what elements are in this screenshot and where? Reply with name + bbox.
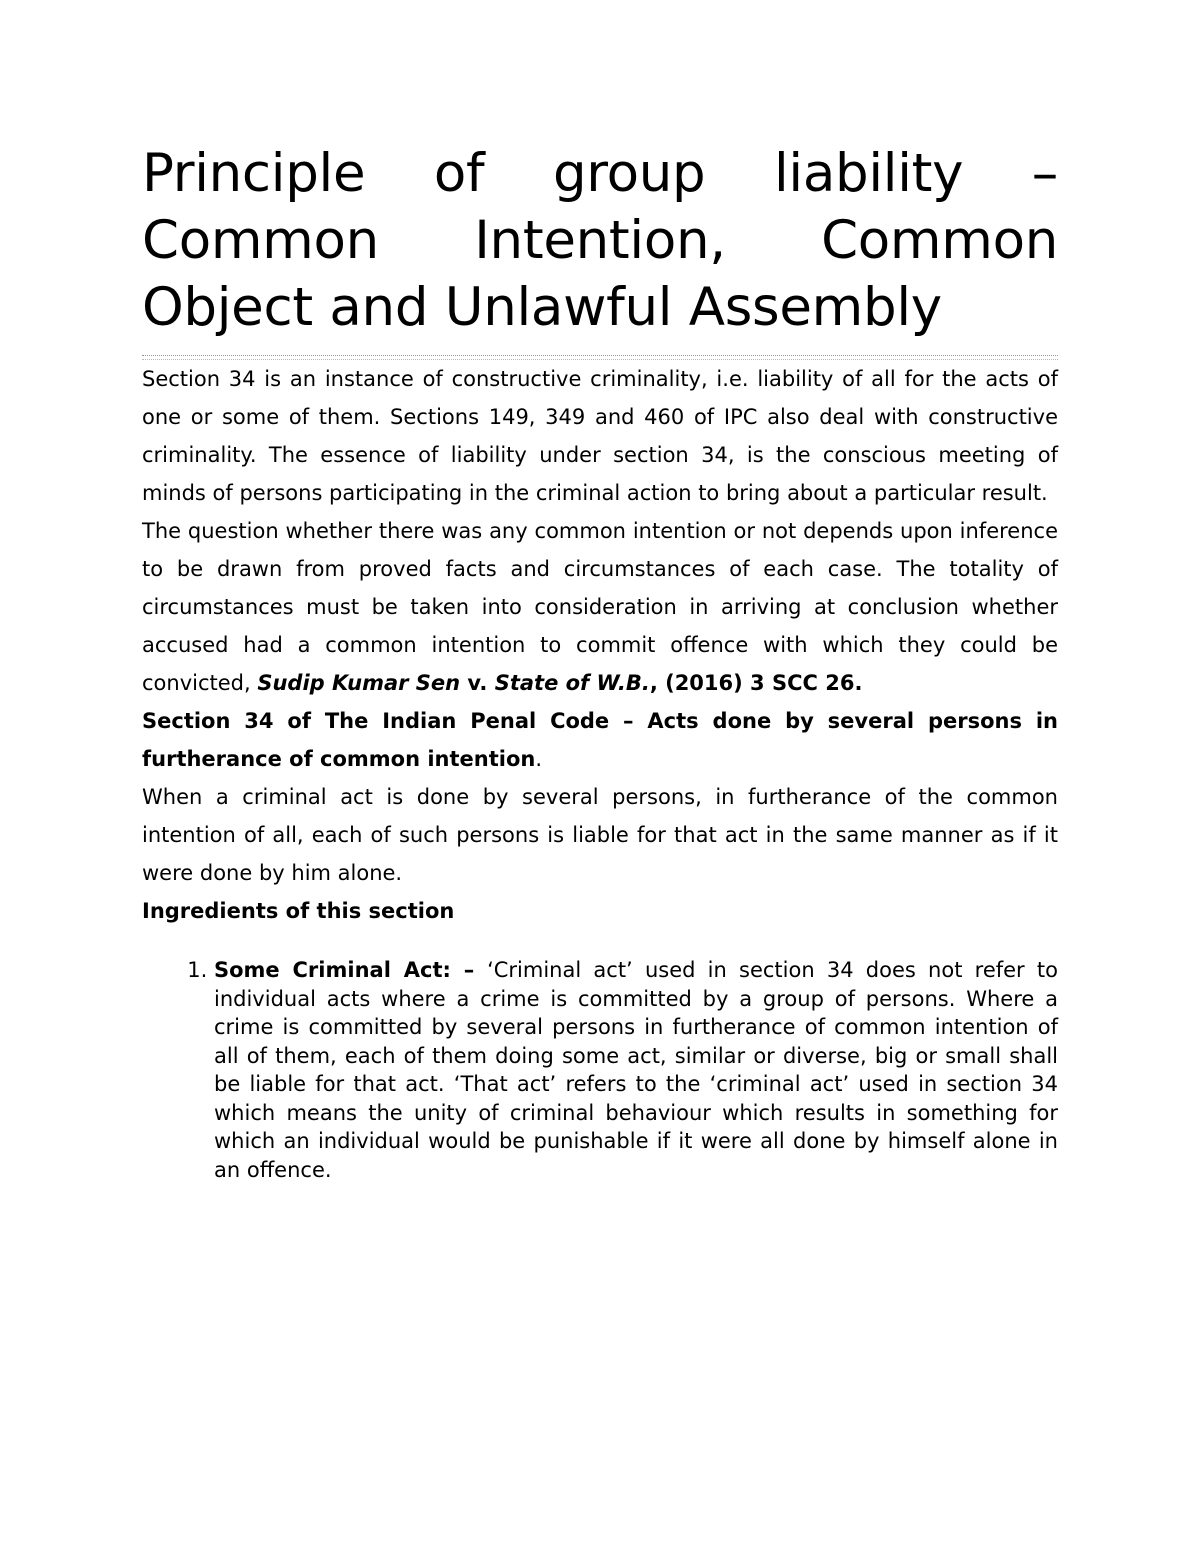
ingredients-heading: Ingredients of this section	[142, 899, 455, 923]
ingredients-list	[142, 956, 1058, 1184]
paragraph-text: The question whether there was any common intention or not depends upon inference to be drawn from proved facts and circumstances of each case. The totality of circumstances must be taken into consideration in arriving at conclusion whether accused had a common intention to commit offence with which they could be convicted,	[142, 519, 1058, 695]
case-versus: v.	[460, 671, 495, 695]
section-34-heading	[142, 702, 1058, 778]
case-party-one: Sudip Kumar Sen	[257, 671, 461, 695]
case-citation: , (2016) 3 SCC 26.	[649, 671, 863, 695]
ingredient-label: Some Criminal Act: –	[214, 958, 488, 982]
paragraph-constructive-criminality: Section 34 is an instance of constructive criminality, i.e. liability of all for the acts of one or some of them. Sections 149, 349 and 460 of IPC also deal with constructive criminality. The essence of liability under section 34, is the conscious meeting of minds of persons participating in the criminal action to bring about a particular result.	[142, 367, 1058, 505]
section-heading-text: Section 34 of The Indian Penal Code – Acts done by several persons in furtherance of common intention	[142, 709, 1058, 771]
case-party-two: State of W.B.	[494, 671, 650, 695]
document-page	[142, 140, 1058, 1184]
paragraph-section-34-text: When a criminal act is done by several persons, in furtherance of the common intention of all, each of such persons is liable for that act in the same manner as if it were done by him alone.	[142, 785, 1058, 885]
list-item	[214, 956, 1058, 1184]
document-title: Principle of group liability – Common Intention, Common Object and Unlawful Assembly	[142, 143, 1058, 338]
ingredient-text: ‘Criminal act’ used in section 34 does not refer to individual acts where a crime is committed by a group of persons. Where a crime is committed by several persons in furtherance of common intention of all of them, each of them doing some act, similar or diverse, big or small shall be liable for that act. ‘That act’ refers to the ‘criminal act’ used in section 34 which means the unity of criminal behaviour which results in something for which an individual would be punishable if it were all done by himself alone in an offence.	[214, 958, 1058, 1182]
section-heading-tail: .	[535, 747, 543, 771]
paragraph-common-intention-inference	[142, 512, 1058, 702]
